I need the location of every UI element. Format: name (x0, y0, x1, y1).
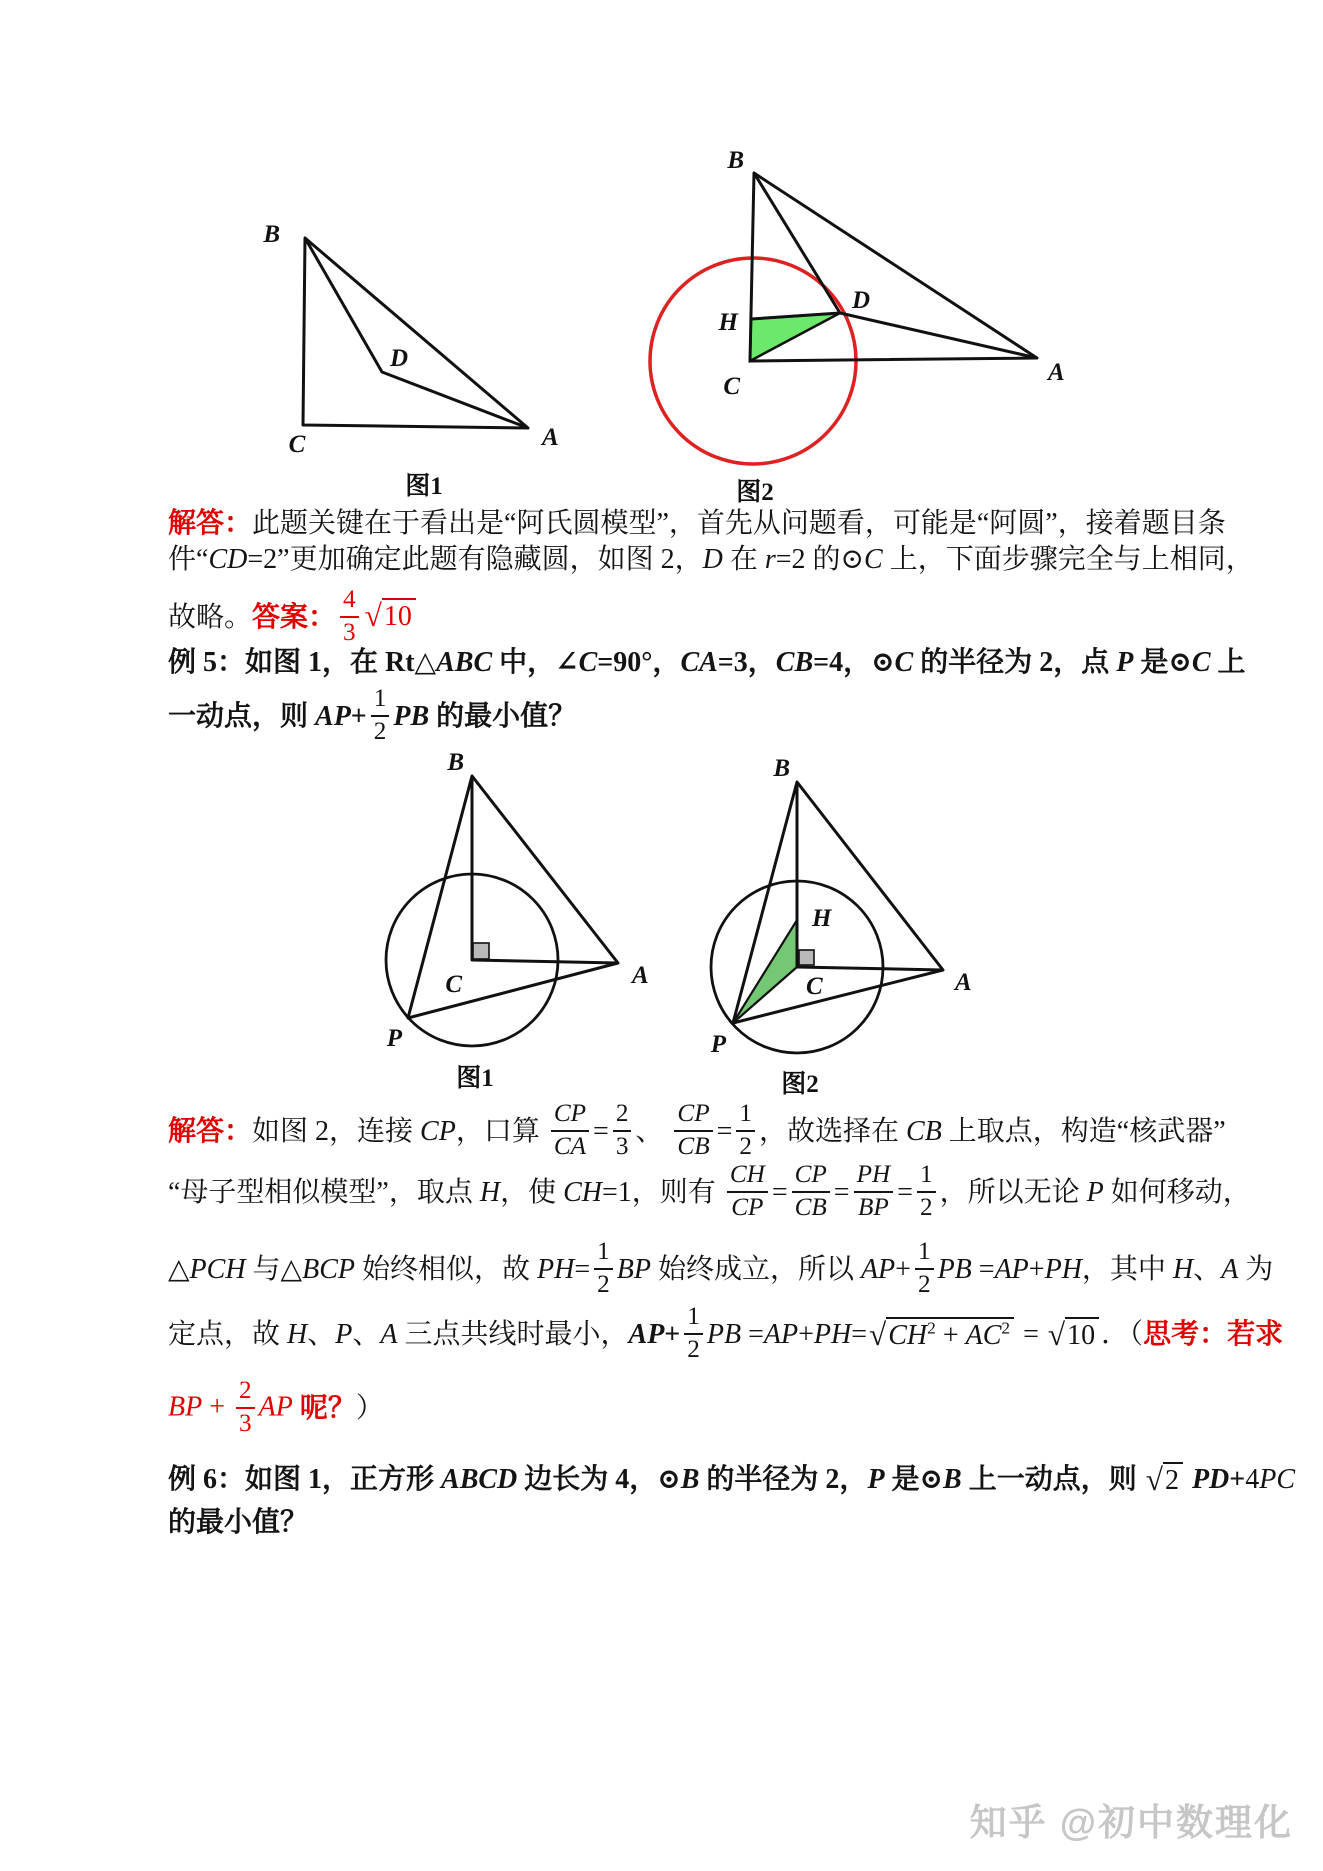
point-label-B: B (447, 749, 464, 776)
point-label-D: D (390, 345, 409, 372)
solution5-line1: 解答： 如图 2，连接 CP ，口算 $\frac{CP}{CA}$ = $\frac{2}{3}$ 、 $\frac{CP}{CB}$ = $\frac{1}{2}$ ，故选择在 CB 上取点，构造“核武器” (168, 1100, 1226, 1160)
solution4-answer-line: 故略。 答案： $\frac{4}{3}$ √ 10 (168, 578, 418, 658)
path-B-P-A (408, 776, 618, 1018)
point-label-C: C (723, 373, 740, 400)
example5-statement-line2: 一动点，则 AP + $\frac{1}{2}$ PB 的最小值？ (168, 685, 577, 745)
solution4-line1: 解答： 此题关键在于看出是“阿氏圆模型”，首先从问题看，可能是“阿圆”，接着题目条 (168, 507, 1226, 539)
point-label-A: A (955, 969, 972, 996)
triangle-ABC (303, 238, 528, 428)
right-angle-marker (473, 943, 489, 959)
figure-caption: 图1 (405, 473, 443, 500)
example5-statement-line1: 例 5：如图 1，在 Rt△ ABC 中，∠ C =90°， CA =3， CB =4，⊙ C 的半径为 2，点 P 是⊙ C 上 (168, 646, 1246, 678)
green-triangle-HDC (750, 313, 840, 361)
right-angle-marker (799, 950, 814, 965)
point-label-B: B (263, 221, 280, 248)
point-label-A: A (632, 962, 649, 989)
green-triangle-PHC (733, 920, 797, 1023)
solution4-line2: 件“ CD =2”更加确定此题有隐藏圆，如图 2， D 在 r =2 的⊙ C 上，下面步骤完全与上相同， (168, 543, 1254, 575)
point-label-P: P (710, 1031, 726, 1058)
point-label-C: C (288, 431, 306, 458)
triangle-BCA (797, 782, 943, 970)
point-label-D: D (852, 287, 871, 314)
point-label-B: B (773, 755, 790, 782)
solution5-line5-think: BP + $\frac{2}{3}$ AP 呢？ ） (168, 1377, 384, 1437)
solution5-line4: 定点，故 H 、 P 、 A 三点共线时最小， AP + $\frac{1}{2}$ PB = AP + PH = √ $CH^2 + AC^2$ = √ 10 ．（ 思考：若求 (168, 1303, 1284, 1363)
point-label-H: H (718, 309, 738, 336)
figure-caption: 图2 (781, 1071, 819, 1098)
figure-caption: 图1 (456, 1065, 494, 1092)
point-label-A: A (542, 424, 559, 451)
figure-caption: 图2 (736, 479, 774, 506)
solution5-line2: “母子型相似模型”，取点 H ，使 CH =1，则有 $\frac{CH}{CP}$ = $\frac{CP}{CB}$ = $\frac{PH}{BP}$ = $\frac{1}{2}$ ，所以无论 P 如何移动， (168, 1161, 1251, 1221)
point-label-P: P (386, 1025, 402, 1052)
point-label-A: A (1048, 359, 1065, 386)
figure-ex4-1 (303, 238, 528, 428)
example6-statement-line2: 的最小值？ (168, 1506, 309, 1538)
figure-ex4-2 (650, 173, 1037, 464)
point-label-C: C (806, 973, 823, 1000)
figure-ex5-1 (386, 776, 618, 1046)
point-label-H: H (812, 905, 832, 932)
point-label-C: C (445, 971, 462, 998)
triangle-BCA (472, 776, 618, 963)
point-label-B: B (727, 147, 744, 174)
example6-statement-line1: 例 6：如图 1，正方形 ABCD 边长为 4，⊙ B 的半径为 2， P 是⊙ B 上一动点，则 √ 2 PD + 4 PC (168, 1462, 1296, 1498)
solution5-line3: △ PCH 与△ BCP 始终相似，故 PH = $\frac{1}{2}$ BP 始终成立，所以 AP + $\frac{1}{2}$ PB = AP + PH ，其中 H 、 A 为 (168, 1238, 1274, 1298)
zhihu-watermark: 知乎 @初中数理化 (969, 1802, 1293, 1843)
